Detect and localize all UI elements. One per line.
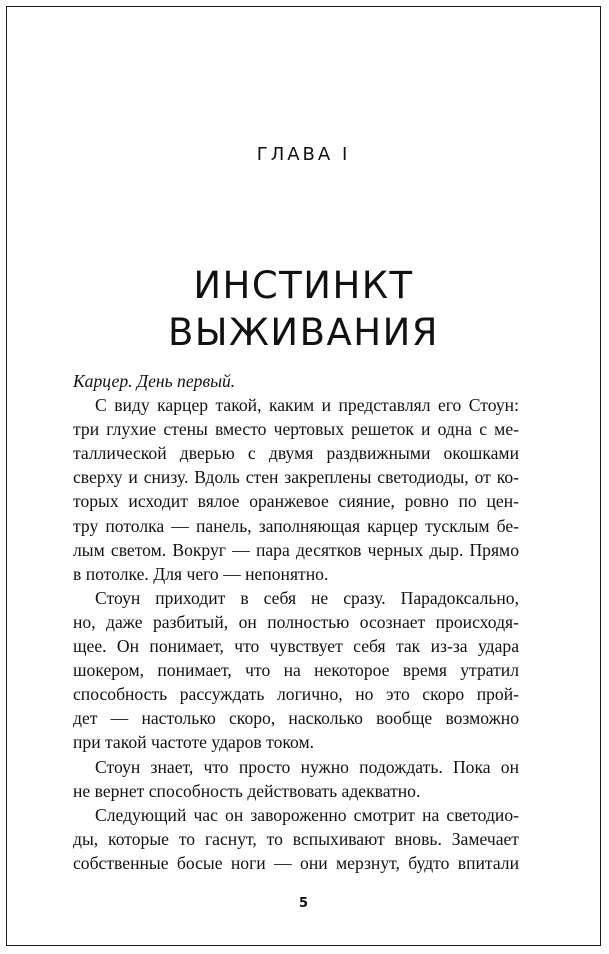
text-line: в потолке. Для чего — непонятно.	[73, 563, 329, 584]
text-line: лым светом. Вокруг — пара десятков черных дыр. Прямо	[73, 539, 519, 560]
text-line: Следующий час он завороженно смотрит на светодио-	[95, 804, 519, 825]
chapter-label: ГЛАВА I	[256, 144, 351, 165]
text-line: способность рассуждать логично, но это скоро прой-	[73, 684, 519, 705]
text-line: тру потолка — панель, заполняющая карцер тусклым бе-	[73, 515, 519, 536]
title-line-1: ИНСТИНКТ	[193, 263, 414, 307]
text-line: С виду карцер такой, каким и представлял его Стоун:	[95, 395, 519, 416]
text-line: торых исходит вялое оранжевое сияние, ровно по цен-	[73, 491, 519, 512]
book-page	[6, 6, 601, 946]
text-line: дет — настолько скоро, насколько вообще возможно	[73, 708, 519, 729]
text-line: не вернет способность действовать адекватно.	[73, 780, 421, 801]
page-number: 5	[298, 896, 309, 911]
chapter-title	[7, 262, 600, 356]
text-line: три глухие стены вместо чертовых решеток и одна с ме-	[73, 419, 519, 440]
text-line: ды, которые то гаснут, то вспыхивают вновь. Замечает	[73, 828, 519, 849]
text-line: Карцер. День первый.	[73, 371, 236, 391]
text-line: сверху и снизу. Вдоль стен закреплены светодиоды, от ко-	[73, 467, 519, 488]
text-line: но, даже разбитый, он полностью осознает происходя-	[73, 611, 519, 632]
text-line: при такой частоте ударов током.	[73, 732, 315, 753]
body-text	[73, 369, 519, 875]
title-line-2: ВЫЖИВАНИЯ	[168, 310, 439, 354]
text-line: Стоун знает, что просто нужно подождать. Пока он	[95, 756, 519, 777]
text-line: шокером, понимает, что на некоторое время утратил	[73, 660, 519, 681]
text-line: таллической дверью с двумя раздвижными окошками	[73, 443, 519, 464]
text-line: щее. Он понимает, что чувствует себя так из-за удара	[73, 636, 519, 657]
text-line: Стоун приходит в себя не сразу. Парадоксально,	[95, 587, 519, 608]
text-line: собственные босые ноги — они мерзнут, будто впитали	[73, 852, 519, 873]
